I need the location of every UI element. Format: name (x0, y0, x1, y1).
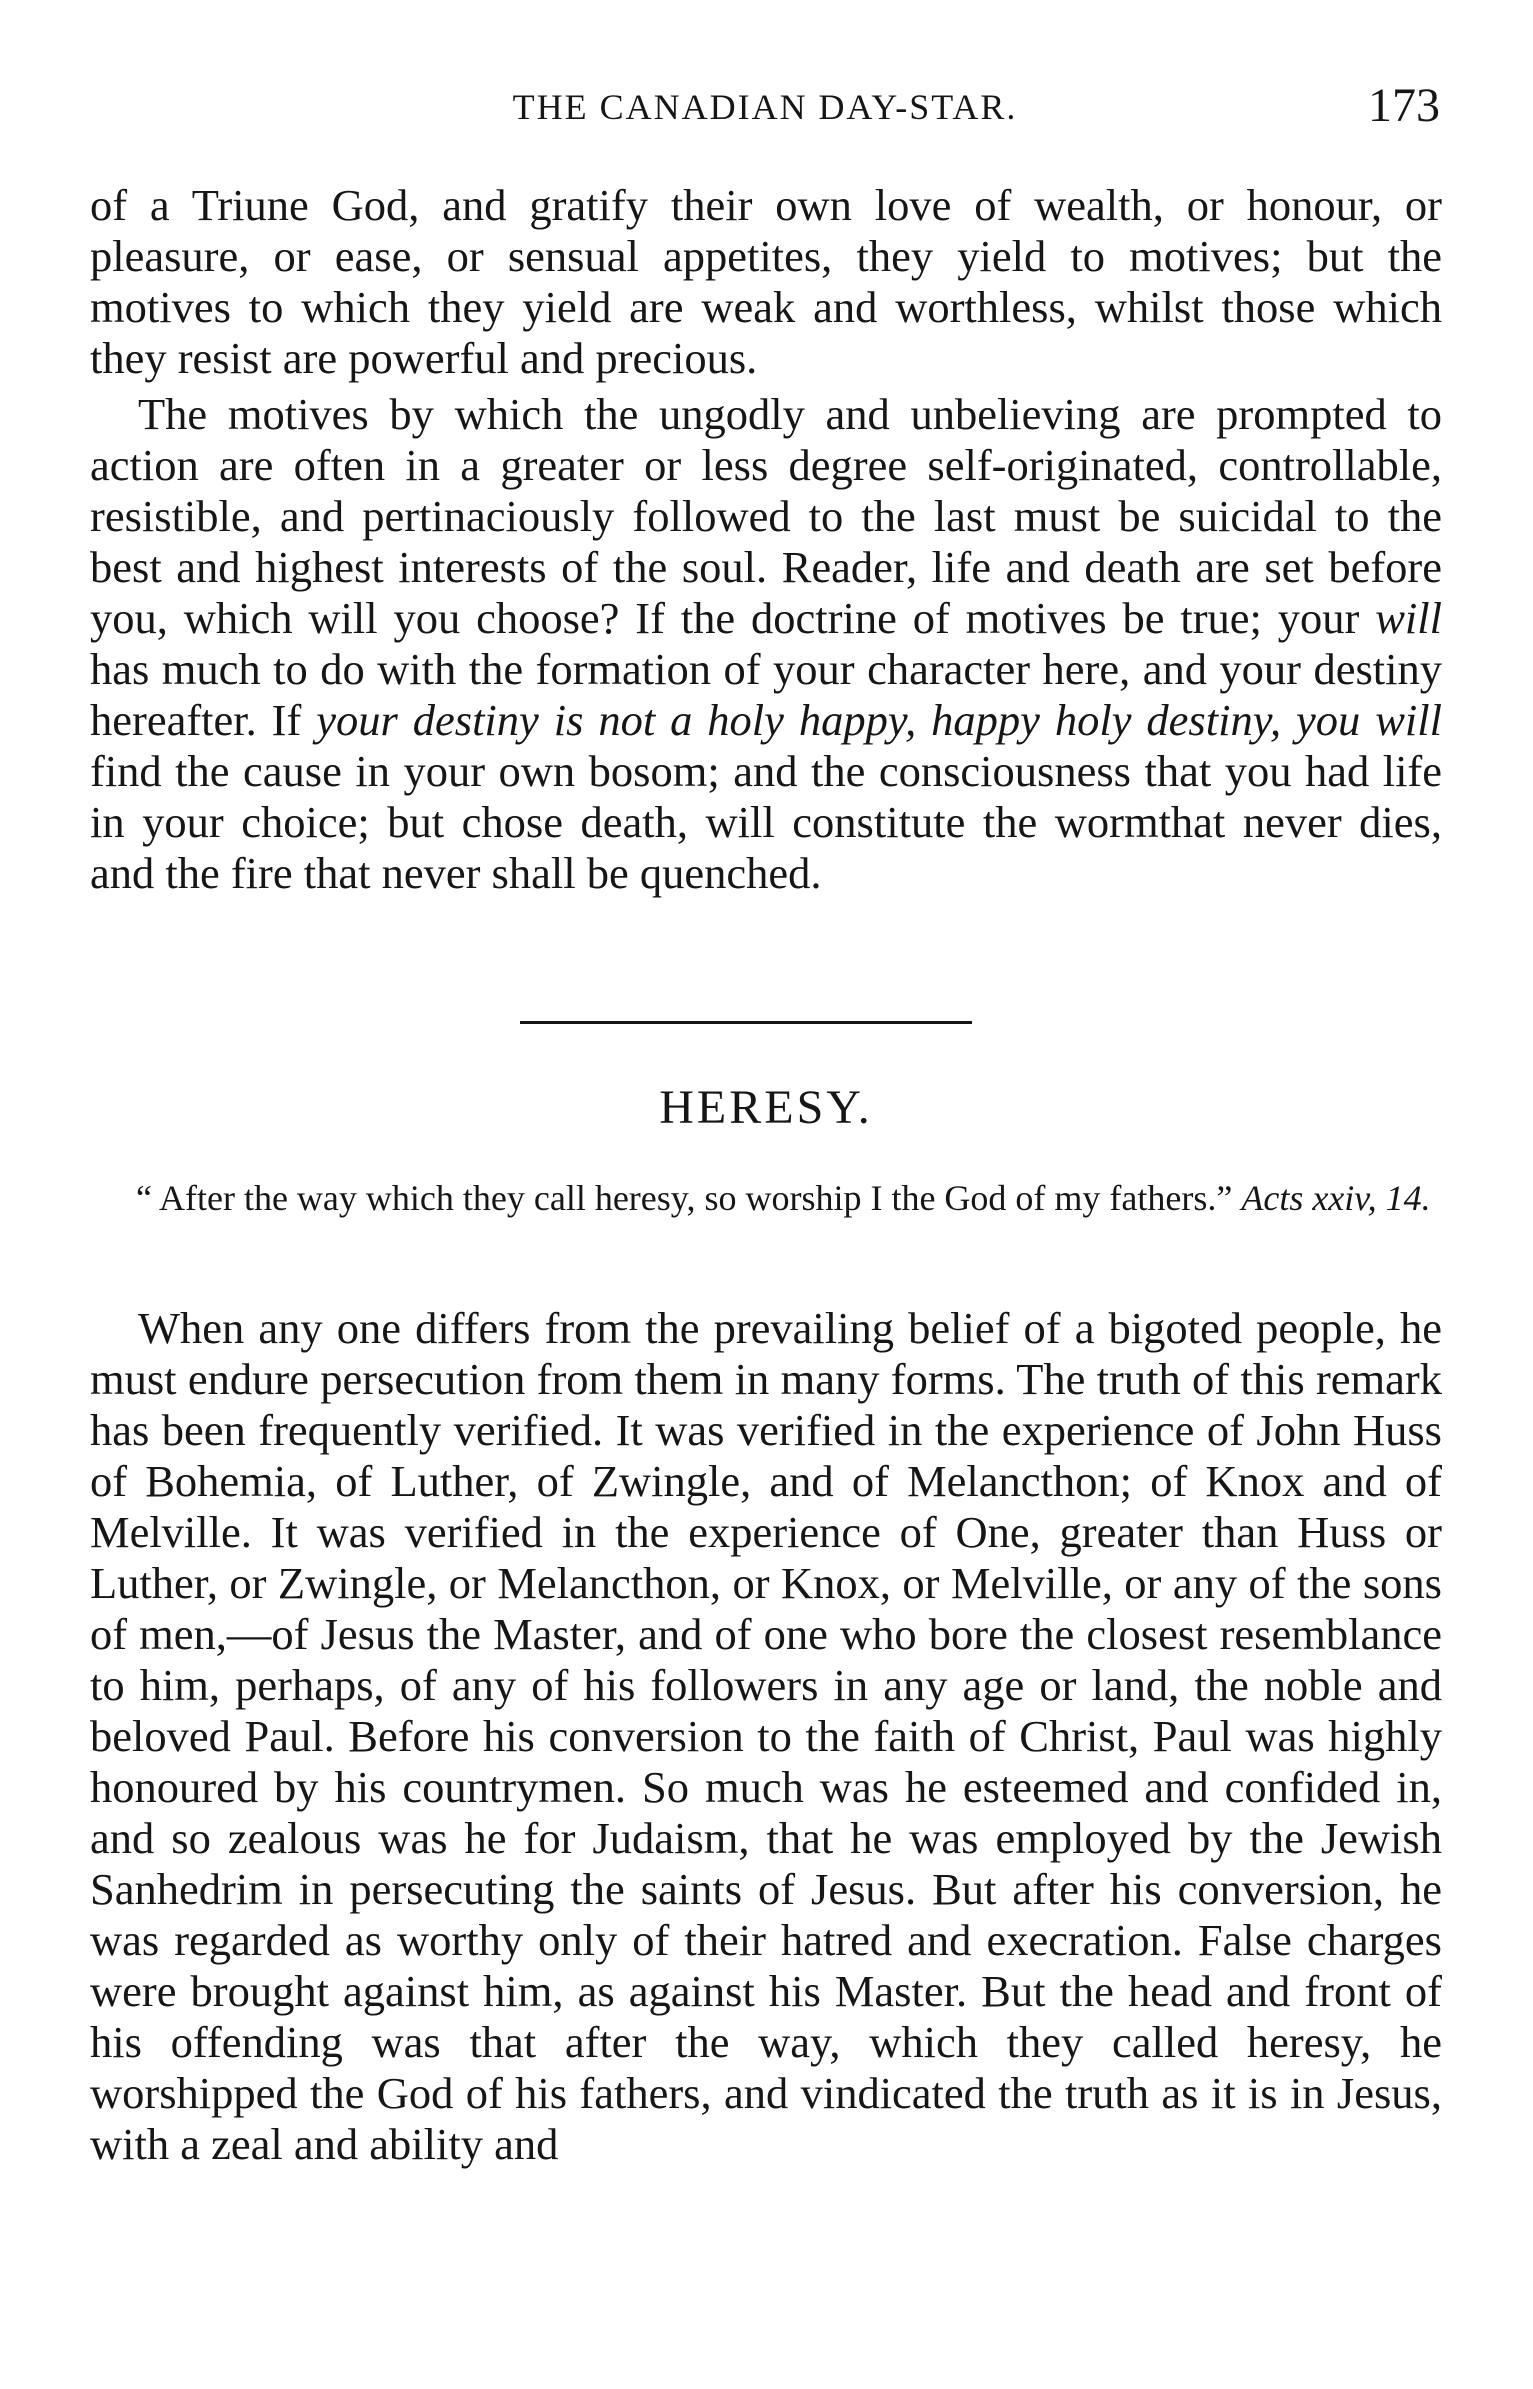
epigraph-reference: Acts xxiv, 14. (1241, 1178, 1431, 1218)
paragraph-2-text-a: The motives by which the ungodly and unbelieving are prompted to action are often in a greater or less degree self-originated, controllable, resistible, and pertinaciously followed to the last must be suicidal to the best and highest interests of the soul. Reader, life and death are set before you, which will you choose? If the doctrine of motives be true; your (90, 389, 1442, 643)
section-body-paragraph: When any one differs from the prevailing belief of a bigoted people, he must endure persecution from them in many forms. The truth of this remark has been frequently verified. It was verified in the experience of John Huss of Bohemia, of Luther, of Zwingle, and of Melancthon; of Knox and of Melville. It was verified in the experience of One, greater than Huss or Luther, or Zwingle, or Melancthon, or Knox, or Melville, or any of the sons of men,—of Jesus the Master, and of one who bore the closest resemblance to him, perhaps, of any of his followers in any age or land, the noble and beloved Paul. Before his conversion to the faith of Christ, Paul was highly honoured by his countrymen. So much was he esteemed and confided in, and so zealous was he for Judaism, that he was employed by the Jewish Sanhedrim in persecuting the saints of Jesus. But after his conversion, he was regarded as worthy only of their hatred and execration. False charges were brought against him, as against his Master. But the head and front of his offending was that after the way, which they called heresy, he worshipped the God of his fathers, and vindicated the truth as it is in Jesus, with a zeal and ability and (90, 1303, 1442, 2169)
paragraph-2-italic-destiny: your destiny is not a holy happy, happy holy destiny, you will (316, 695, 1442, 745)
section-divider (520, 1021, 972, 1024)
section-heading: HERESY. (659, 1081, 873, 1134)
paragraph-2 (90, 389, 1442, 899)
paragraph-1 (90, 180, 1442, 384)
running-title: THE CANADIAN DAY-STAR. (512, 87, 1018, 127)
epigraph-quote: “ After the way which they call heresy, so worship I the God of my fathers.” (136, 1178, 1233, 1218)
paragraph-2-text-b: has much to do with the formation of your character here, and your destiny hereafter. If (90, 644, 1442, 745)
paragraph-2-italic-will: will (1375, 593, 1442, 643)
page-header (90, 78, 1440, 138)
paragraph-1-text: of a Triune God, and gratify their own love of wealth, or honour, or pleasure, or ease, or sensual appetites, they yield to motives; but the motives to which they yield are weak and worthless, whilst those which they resist are powerful and precious. (90, 180, 1442, 383)
epigraph (90, 1176, 1442, 1221)
page-number: 173 (1368, 79, 1440, 132)
paragraph-2-text-c: find the cause in your own bosom; and the consciousness that you had life in your choice; but chose death, will constitute the wormthat never dies, and the fire that never shall be quenched. (90, 746, 1442, 898)
